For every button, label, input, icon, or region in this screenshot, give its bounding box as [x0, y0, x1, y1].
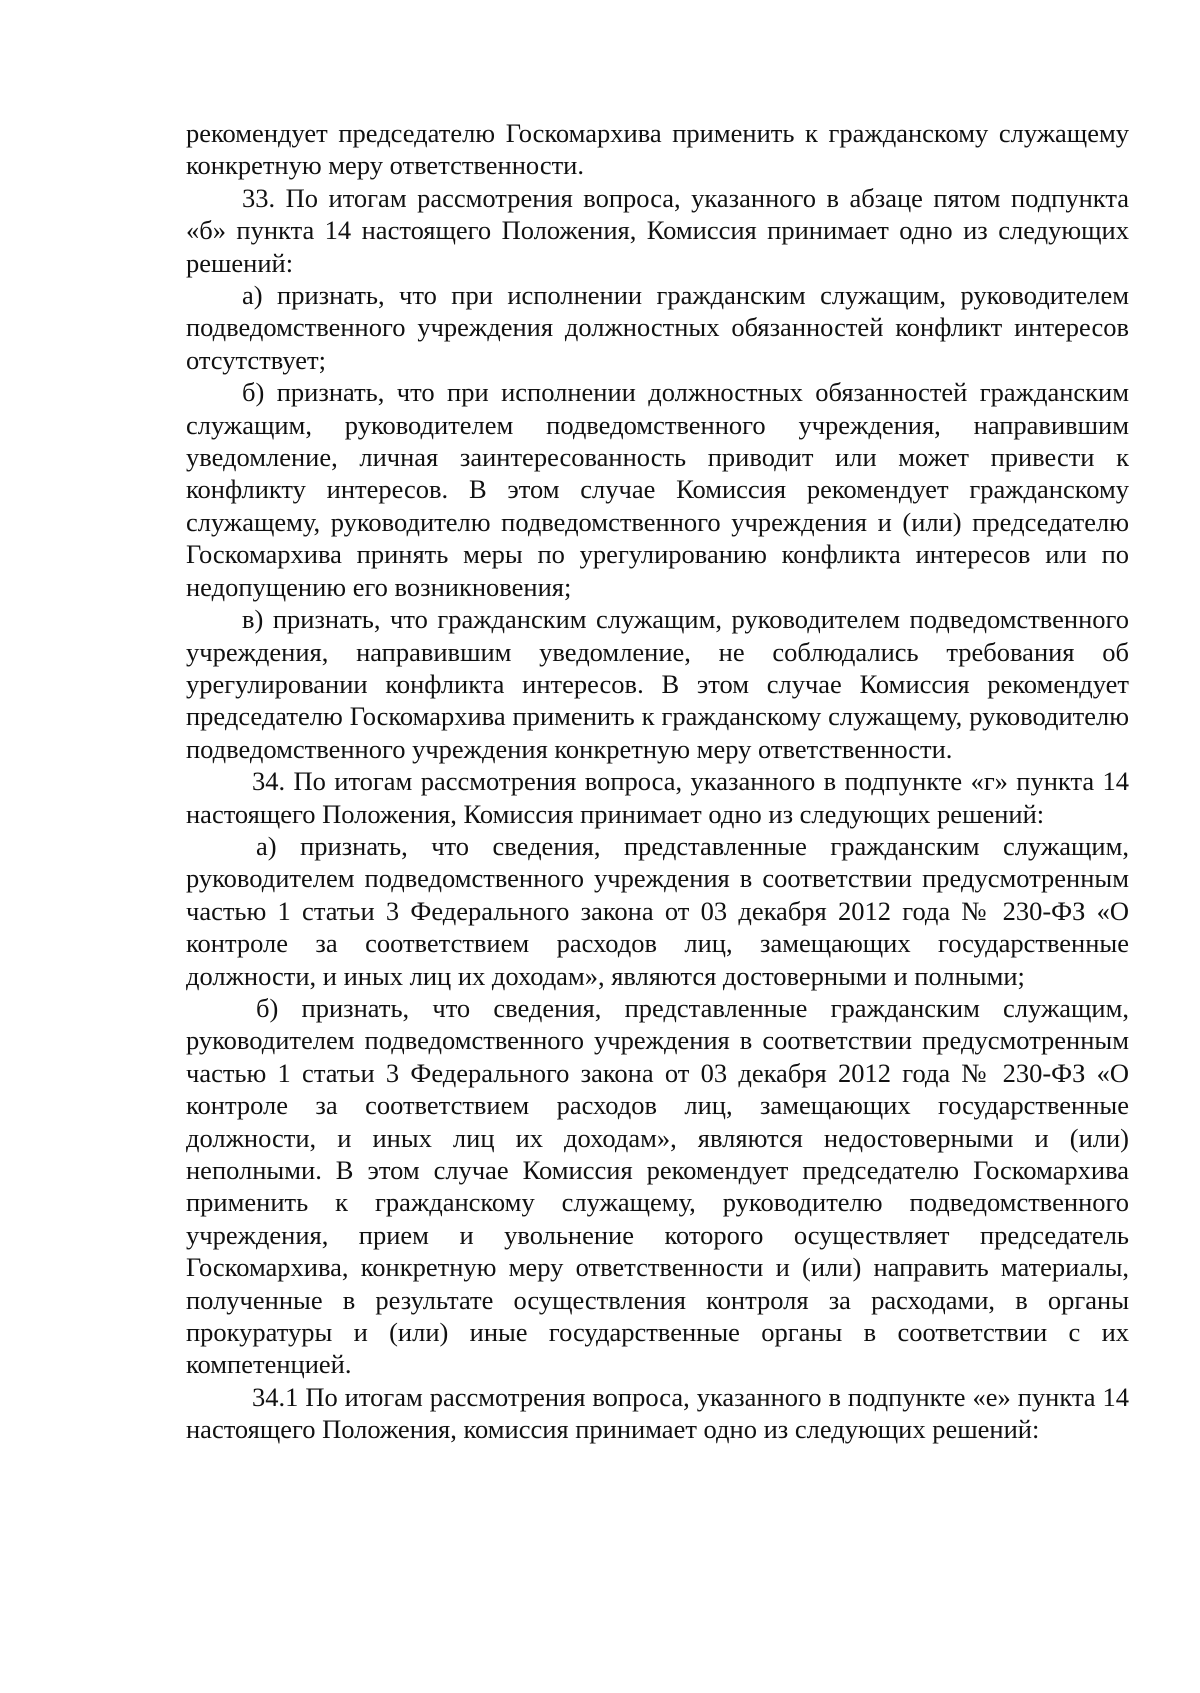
paragraph-33-b: б) признать, что при исполнении должностных обязанностей гражданским служащим, руководителем подведомственного учреждения, направившим уведомление, личная заинтересованность приводит или может привести к конфликту интересов. В этом случае Комиссия рекомендует гражданскому служащему, руководителю подведомственного учреждения и (или) председателю Госкомархива принять меры по урегулированию конфликта интересов или по недопущению его возникновения; [186, 377, 1129, 602]
paragraph-33: 33. По итогам рассмотрения вопроса, указанного в абзаце пятом подпункта «б» пункта 14 настоящего Положения, Комиссия принимает одно из следующих решений: [186, 182, 1129, 278]
paragraph-34-a: а) признать, что сведения, представленные гражданским служащим, руководителем подведомственного учреждения в соответствии предусмотренным частью 1 статьи 3 Федерального закона от 03 декабря 2012 года № 230-ФЗ «О контроле за соответствием расходов лиц, замещающих государственные должности, и иных лиц их доходам», являются достоверными и полными; [186, 830, 1129, 991]
paragraph-34-1: 34.1 По итогам рассмотрения вопроса, указанного в подпункте «е» пункта 14 настоящего Положения, комиссия принимает одно из следующих решений: [186, 1381, 1129, 1445]
paragraph-33-v: в) признать, что гражданским служащим, руководителем подведомственного учреждения, направившим уведомление, не соблюдались требования об урегулировании конфликта интересов. В этом случае Комиссия рекомендует председателю Госкомархива применить к гражданскому служащему, руководителю подведомственного учреждения конкретную меру ответственности. [186, 604, 1129, 764]
paragraph-continuation: рекомендует председателю Госкомархива применить к гражданскому служащему конкретную меру ответственности. [186, 118, 1129, 181]
document-page [186, 117, 1129, 1446]
paragraph-34: 34. По итогам рассмотрения вопроса, указанного в подпункте «г» пункта 14 настоящего Положения, Комиссия принимает одно из следующих решений: [186, 766, 1129, 829]
paragraph-33-a: а) признать, что при исполнении гражданским служащим, руководителем подведомственного учреждения должностных обязанностей конфликт интересов отсутствует; [186, 280, 1129, 375]
paragraph-34-b: б) признать, что сведения, представленные гражданским служащим, руководителем подведомственного учреждения в соответствии предусмотренным частью 1 статьи 3 Федерального закона от 03 декабря 2012 года № 230-ФЗ «О контроле за соответствием расходов лиц, замещающих государственные должности, и иных лиц их доходам», являются недостоверными и (или) неполными. В этом случае Комиссия рекомендует председателю Госкомархива применить к гражданскому служащему, руководителю подведомственного учреждения, прием и увольнение которого осуществляет председатель Госкомархива, конкретную меру ответственности и (или) направить материалы, полученные в результате осуществления контроля за расходами, в органы прокуратуры и (или) иные государственные органы в соответствии с их компетенцией. [186, 992, 1129, 1380]
